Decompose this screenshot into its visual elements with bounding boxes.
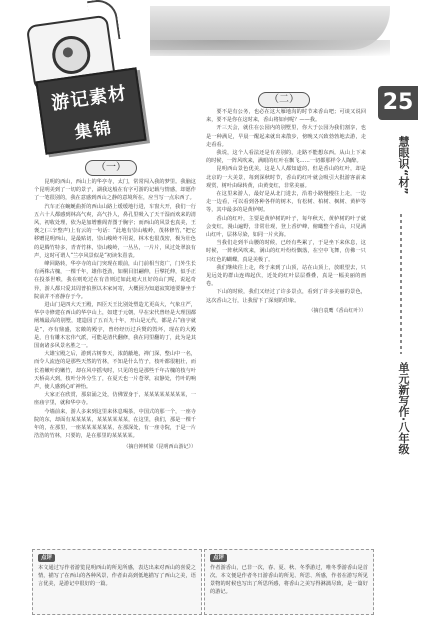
article-two-paragraph: 下山的时候，我们又经过了许多景点，看到了许多美丽的景色，这次香山之行，让我留下了深刻的印象。 bbox=[206, 289, 366, 304]
page-number: 25 bbox=[378, 86, 418, 120]
article-two-paragraph: 要不是有公务，也必在这大雁地沟的时节来香山吧；可谈又说回来，要不是你在这时来，香山将如何呢？——我。 bbox=[206, 109, 366, 124]
comment-label: 点评 bbox=[210, 554, 227, 562]
camera-lens bbox=[50, 34, 93, 77]
comment-text: 作者游香山，已非一次，春、夏、秋、冬季游过，唯冬季游香山是首次。本文便是作者冬日游香山的所见、所思、所感，作者在游写所见景物的时候也写出了所思所感，将香山之美写得淋漓尽致，是一篇好的游记。 bbox=[210, 565, 368, 595]
comment-text: 本文通过写作者游览昆明西山的所见所感，表达出来对西山的喜爱之情，描写了在西山的各种风景，作者由高到低地描写了西山之美，语言优美，是游记中很好的一篇。 bbox=[38, 565, 196, 587]
comment-box-two bbox=[204, 549, 374, 615]
sidebar-divider bbox=[400, 214, 402, 354]
article-one-paragraph: 今墙前来，游人多来到这里来休息喝茶，中国式的那一个，一座寺院的东，却面有某某某某，某某某某某某，在这里，我们，那是一棵千年的，在那里，一座某某某某某某，在那深处，有一座寺院，于是一片浩浩的竹林，只要的，是在那里的某某某某。 bbox=[34, 408, 196, 440]
article-one-paragraph: 大雄宝殿之后，游到古树参天，浓荫蔽地，禅门深，整山中一名，而令人流连的是那些天然的竹林，不知是什么竹子，枝叶都很粗壮，而长着嫩叶的嫩竹，却在风中摇曳时，只见的也是那些千年古槐的枝与叶天桥高大到，枝叶分外分生了，在夏天也一片苍翠，寂静处，竹叶的响声，使人感到心旷神怡。 bbox=[34, 351, 196, 391]
article-one bbox=[34, 178, 196, 451]
camera-strap bbox=[87, 0, 121, 43]
comment-label: 点评 bbox=[38, 554, 55, 562]
article-one-paragraph: 汽车正在蜿蜒曲折的西山山路上缓缓地行进，车窗大开，我们一行五六十人都感到林高气爽，高气扑人，鼻孔里吸入了天干湿而欢来的清风，初收处理，依为是加增雅阁青图于胸宇；而西山的风景也真美，王褒之(三辛整声)上有云的一句话：“此地有崇山峻岭，茂林修竹，”把它移赠昆明西山，是最贴切，崇山峻岭不用说，林木也很茂密，极为壮色的是腾竹特多，青青竹林，崇山峻岭，一丛丛，一片片，风过处翠浪有声，这时可谓人“兰亭风景似是“初读朱熹表。 bbox=[34, 203, 196, 259]
sidebar-top-label: 慧眼识“材” bbox=[397, 136, 410, 195]
section-one-badge: （一） bbox=[85, 160, 137, 176]
article-two-paragraph: 在这里来游人，最好是从北门进去，沿着小路慢慢往上走，一边走一边看，可以看到各种各样的树木，有松树、柏树、枫树、黄栌等等，其中最多的是黄栌树。 bbox=[206, 191, 366, 214]
article-one-attribution: （摘自钟树梁《昆明西山游记》） bbox=[123, 443, 196, 450]
article-two-paragraph: 我说，这个人看法还是有差别的，走路不能想东西。从山上下来的时候，一阵风吹来，满眼的红叶在飘飞……一切都那样令人陶醉。 bbox=[206, 150, 366, 165]
title-line1: 游记素材 bbox=[50, 82, 129, 115]
header-hills bbox=[150, 40, 390, 56]
section-two-badge: （二） bbox=[258, 92, 310, 108]
article-two bbox=[206, 108, 366, 315]
title-line2: 集锦 bbox=[73, 118, 114, 144]
article-one-paragraph: 进山门是四大天王殿，四臣天王比别处塑造尤更高大，气象庄严，华亭寺修建在西山的华亭山上，如建于元朝，早在宋代曾经是大理国都阐城最高的别墅，建造园了五百九十年，开山是元代，都是占“庙宇就是”，亦有鼎盛，宏敞的殿宇，曾经经历过兵燹的毁坏，现在的大殿是，自有雕木宏伟气派，可能是清代翻修，我在同里翻的丁，此为是其国南诸多风景名胜之一。 bbox=[34, 302, 196, 350]
article-one-paragraph: 大家正在欣赏，那泉涌之处，仿佛置身于，某某某某某某某某，一座庙宇里，就和华亭寺。 bbox=[34, 392, 196, 407]
article-two-paragraph: 我们继续往上走，终于来到了山顶，站在山顶上，放眼望去，只见远处的群山连绵起伏，近处的红叶层层叠叠，真是一幅美丽的画卷。 bbox=[206, 264, 366, 288]
article-two-paragraph: 开三天会，就住在公园内的别墅里，你大于公园为我们割享，也是一种满足，早晨一醒起来就出来散步，傍晚又兴致勃勃地去游，走走看看。 bbox=[206, 125, 366, 148]
article-two-attribution: （摘自袁鹰《香山红叶》） bbox=[308, 307, 366, 314]
article-two-paragraph: 当我们走到半山腰的时候，已经有些累了，于是坐下来休息，这时候，一阵秋风吹来，满山的红叶纷纷飘落，在空中飞舞，仿佛一只只红色的蝴蝶，真是美极了。 bbox=[206, 240, 366, 263]
title-box bbox=[35, 67, 146, 154]
article-one-paragraph: 昆明的西山，西山上的华亭寺，太门，常常闯入我的梦里。我脑这个昆明美到了一切的景子，湖我这般在有字可游的记载与情感，却愿作了一笔很别的，我在意感到西山之静的意境所在，应当写一点东西了。 bbox=[34, 179, 196, 202]
article-one-paragraph: 峰回路转，华亭寺的山门突现在眼前，山门前相当宽广，门外生长有两株古槐，一棵千年，雄伟苍劲，如桐目旧翩伸，巨擘托伸，似手正在投茶世喉，我在则吃过在有昔则过如此庭大且好的山门呢，说起奇异，游人都只爱其周普拍照以本家问寄，大概因为知道寂寞地要静坐于院前并不喜静存于今。 bbox=[34, 261, 196, 300]
article-two-paragraph: 昆明西山景色优美，这是人人都知道的，但是香山的红叶，却是北京的一大美景，每到深秋时节，香山的红叶就会吸引大批游客前来观赏，树叶由绿转黄，由黄变红，非常美丽。 bbox=[206, 166, 366, 189]
article-two-paragraph: 香山的红叶，主要是黄栌树的叶子，每年秋天，黄栌树的叶子就会变红，漫山遍野，非常壮观，登上香炉峰，俯瞰整个香山，只见满山红叶，层林尽染，如同一片火海。 bbox=[206, 215, 366, 239]
comment-box-one bbox=[32, 549, 202, 615]
sidebar-bottom-label: 单元新写作·八年级 bbox=[397, 362, 410, 455]
